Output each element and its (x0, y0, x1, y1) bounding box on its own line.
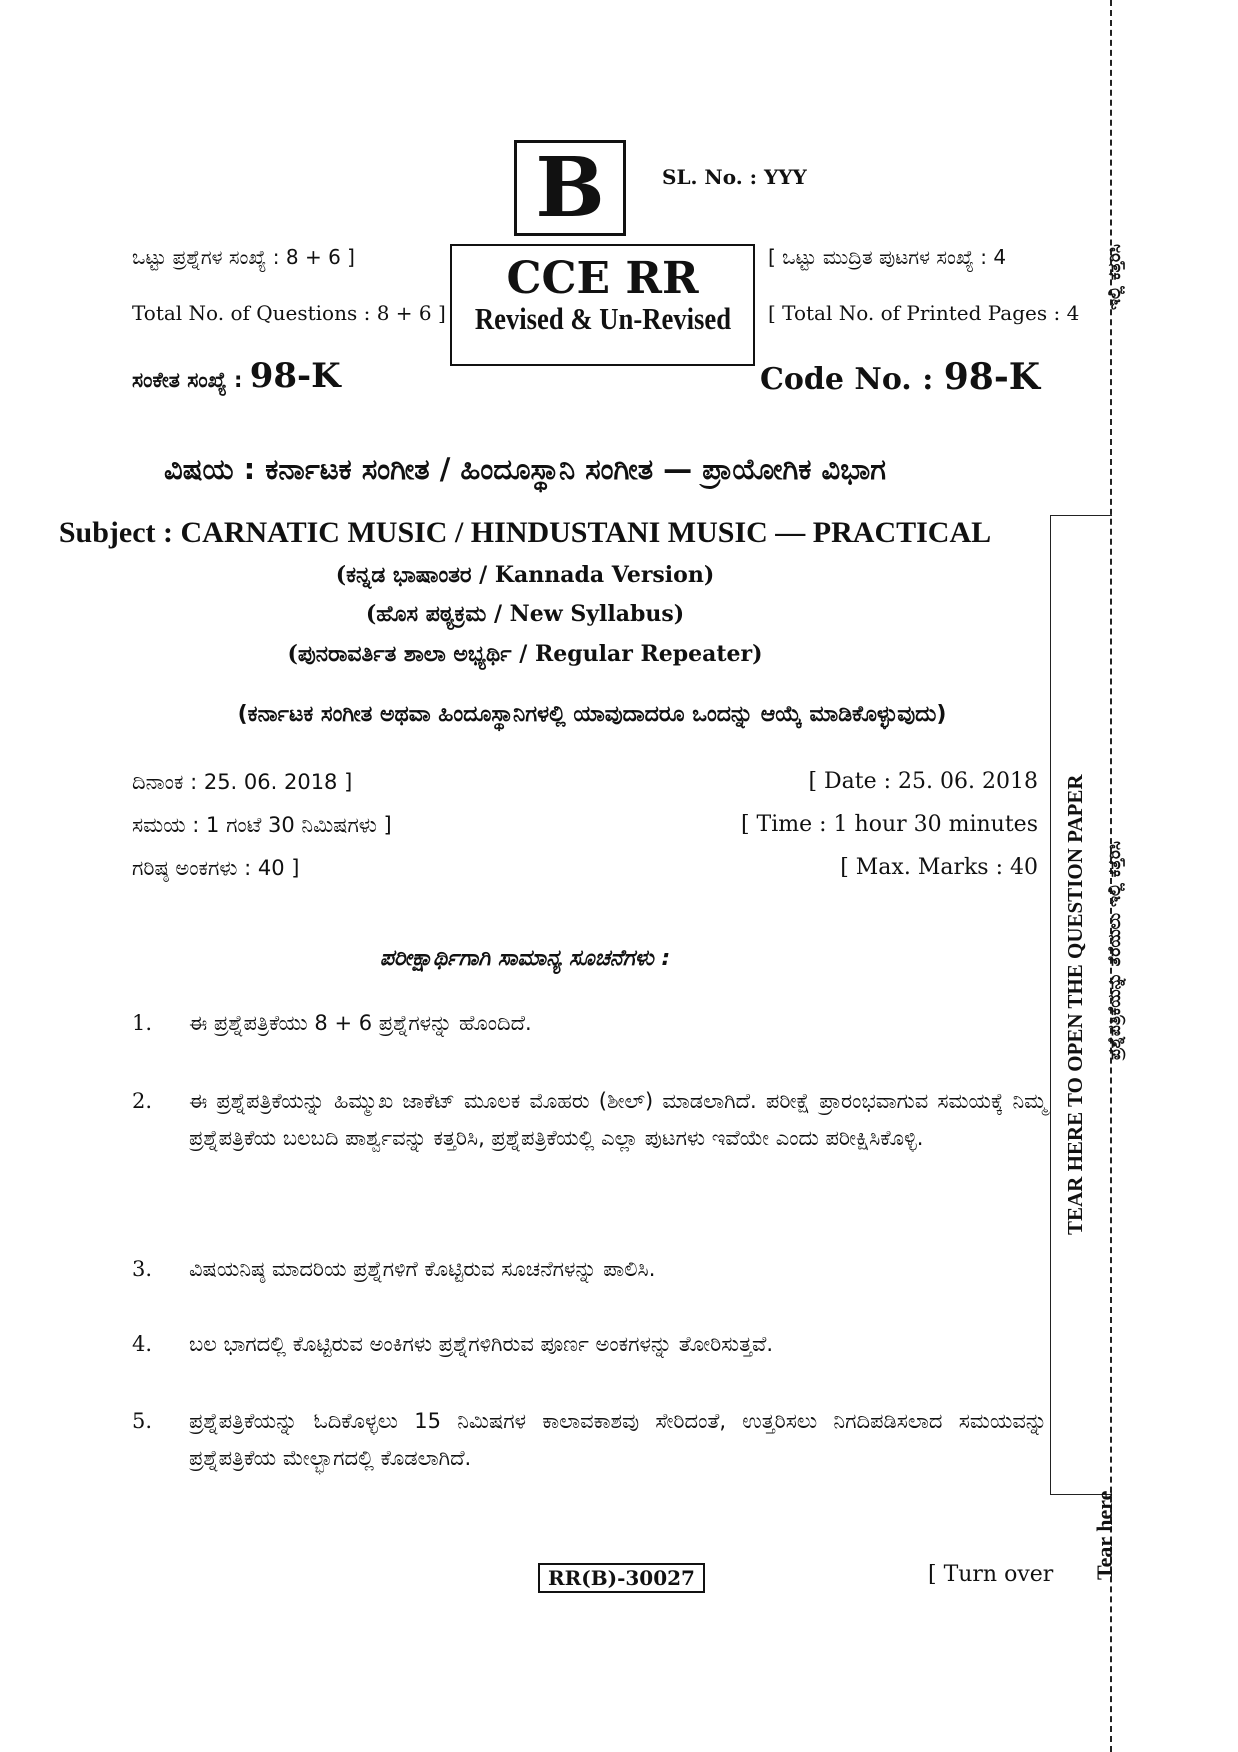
candidate-kn: ಪುನರಾವರ್ತಿತ ಶಾಲಾ ಅಭ್ಯರ್ಥಿ (297, 642, 512, 667)
cut-here-kn-top: ಇಲ್ಲಿ ಕತ್ತರಿಸಿ (1105, 244, 1125, 310)
instruction-text: ಈ ಪ್ರಶ್ನೆಪತ್ರಿಕೆಯು 8 + 6 ಪ್ರಶ್ನೆಗಳನ್ನು ಹೊಂದಿದೆ. (189, 1011, 532, 1035)
time-kn: ಸಮಯ : 1 ಗಂಟೆ 30 ನಿಮಿಷಗಳು ] (132, 813, 392, 837)
subject-title-kn: ವಿಷಯ : ಕರ್ನಾಟಕ ಸಂಗೀತ / ಹಿಂದೂಸ್ಥಾನಿ ಸಂಗೀತ — ಪ್ರಾಯೋಗಿಕ ವಿಭಾಗ (164, 452, 886, 486)
code-number-en (760, 356, 1040, 398)
syllabus-en: New Syllabus (509, 601, 674, 627)
instruction-number: 4. (132, 1332, 153, 1356)
instruction-item (132, 1005, 1047, 1042)
syllabus-line: (ಹೊಸ ಪಠ್ಯಕ್ರಮ / New Syllabus) (365, 601, 685, 627)
instruction-item (132, 1251, 1047, 1288)
code-value-kn: 98-K (249, 356, 341, 396)
code-value-en: 98-K (943, 356, 1041, 398)
instruction-text: ಪ್ರಶ್ನೆಪತ್ರಿಕೆಯನ್ನು ಓದಿಕೊಳ್ಳಲು 15 ನಿಮಿಷಗಳ ಕಾಲಾವಕಾಶವು ಸೇರಿದಂತೆ, ಉತ್ತರಿಸಲು ನಿಗದಿಪಡಿಸಲಾದ ಸಮಯವನ್ನು ಪ್ರಶ್ನೆಪತ್ರಿಕೆಯ ಮೇಲ್ಭಾಗದಲ್ಲಿ ಕೊಡಲಾಗಿದೆ. (189, 1409, 1047, 1470)
instruction-item (132, 1403, 1047, 1477)
choice-note: (ಕರ್ನಾಟಕ ಸಂಗೀತ ಅಥವಾ ಹಿಂದೂಸ್ಥಾನಿಗಳಲ್ಲಿ ಯಾವುದಾದರೂ ಒಂದನ್ನು ಆಯ್ಕೆ ಮಾಡಿಕೊಳ್ಳುವುದು) (237, 702, 947, 727)
subject-title-en: Subject : CARNATIC MUSIC / HINDUSTANI MUSIC — PRACTICAL (58, 516, 992, 549)
date-kn: ದಿನಾಂಕ : 25. 06. 2018 ] (132, 770, 353, 794)
instructions-heading: ಪರೀಕ್ಷಾರ್ಥಿಗಾಗಿ ಸಾಮಾನ್ಯ ಸೂಚನೆಗಳು : (379, 946, 671, 971)
exam-subtitle: Revised & Un-Revised (474, 301, 731, 337)
time-en: [ Time : 1 hour 30 minutes (740, 812, 1038, 837)
date-en: [ Date : 25. 06. 2018 (808, 769, 1038, 794)
instruction-text: ಬಲ ಭಾಗದಲ್ಲಿ ಕೊಟ್ಟಿರುವ ಅಂಕಿಗಳು ಪ್ರಶ್ನೆಗಳಿಗಿರುವ ಪೂರ್ಣ ಅಂಕಗಳನ್ನು ತೋರಿಸುತ್ತವೆ. (189, 1332, 774, 1356)
instruction-number: 1. (132, 1011, 153, 1035)
pages-count-en: [ Total No. of Printed Pages : 4 (768, 301, 1080, 325)
instruction-text: ವಿಷಯನಿಷ್ಠ ಮಾದರಿಯ ಪ್ರಶ್ನೆಗಳಿಗೆ ಕೊಟ್ಟಿರುವ ಸೂಚನೆಗಳನ್ನು ಪಾಲಿಸಿ. (189, 1257, 656, 1281)
marks-en: [ Max. Marks : 40 (840, 855, 1038, 880)
marks-kn: ಗರಿಷ್ಠ ಅಂಕಗಳು : 40 ] (132, 856, 300, 880)
candidate-line: (ಪುನರಾವರ್ತಿತ ಶಾಲಾ ಅಭ್ಯರ್ಥಿ / Regular Repeater) (287, 641, 763, 667)
exam-title: CCE RR (506, 253, 699, 304)
instruction-item (132, 1083, 1047, 1157)
code-label-en: Code No. : (760, 362, 934, 397)
instruction-item (132, 1326, 1047, 1363)
instruction-text: ಈ ಪ್ರಶ್ನೆಪತ್ರಿಕೆಯನ್ನು ಹಿಮ್ಮುಖ ಜಾಕೆಟ್ ಮೂಲಕ ಮೊಹರು (ಶೀಲ್) ಮಾಡಲಾಗಿದೆ. ಪರೀಕ್ಷೆ ಪ್ರಾರಂಭವಾಗುವ ಸಮಯಕ್ಕೆ ನಿಮ್ಮ ಪ್ರಶ್ನೆಪತ್ರಿಕೆಯ ಬಲಬದಿ ಪಾರ್ಶ್ವವನ್ನು ಕತ್ತರಿಸಿ, ಪ್ರಶ್ನೆಪತ್ರಿಕೆಯಲ್ಲಿ ಎಲ್ಲಾ ಪುಟಗಳು ಇವೆಯೇ ಎಂದು ಪರೀಕ್ಷಿಸಿಕೊಳ್ಳಿ. (189, 1089, 1047, 1150)
version-box: B (514, 140, 626, 236)
version-kn: ಕನ್ನಡ ಭಾಷಾಂತರ (346, 563, 472, 588)
exam-type-box (450, 244, 755, 366)
code-label-kn: ಸಂಕೇತ ಸಂಖ್ಯೆ : (132, 368, 243, 392)
tear-instruction-kn: ಪ್ರಶ್ನೆಪತ್ರಿಕೆಯನ್ನು ತೆರೆಯಲು ಇಲ್ಲಿ ಕತ್ತರಿಸಿ (1105, 841, 1125, 1060)
serial-number: SL. No. : YYY (662, 165, 807, 189)
instruction-number: 5. (132, 1409, 153, 1433)
questions-count-kn: ಒಟ್ಟು ಪ್ರಶ್ನೆಗಳ ಸಂಖ್ಯೆ : 8 + 6 ] (132, 245, 355, 269)
syllabus-kn: ಹೊಸ ಪಠ್ಯಕ್ರಮ (376, 602, 487, 627)
pages-count-kn: [ ಒಟ್ಟು ಮುದ್ರಿತ ಪುಟಗಳ ಸಂಖ್ಯೆ : 4 (768, 245, 1007, 269)
tear-here-label: Tear here (1092, 1490, 1117, 1580)
instruction-number: 3. (132, 1257, 153, 1281)
version-line: (ಕನ್ನಡ ಭಾಷಾಂತರ / Kannada Version) (335, 562, 715, 588)
turn-over-note: [ Turn over (928, 1562, 1054, 1587)
questions-count-en: Total No. of Questions : 8 + 6 ] (132, 301, 446, 325)
instruction-number: 2. (132, 1089, 153, 1113)
paper-code: RR(B)-30027 (538, 1563, 705, 1593)
code-number-kn (132, 356, 341, 396)
version-en: Kannada Version (494, 562, 704, 588)
candidate-en: Regular Repeater (534, 641, 753, 667)
tear-instruction-en: TEAR HERE TO OPEN THE QUESTION PAPER (1063, 774, 1087, 1235)
